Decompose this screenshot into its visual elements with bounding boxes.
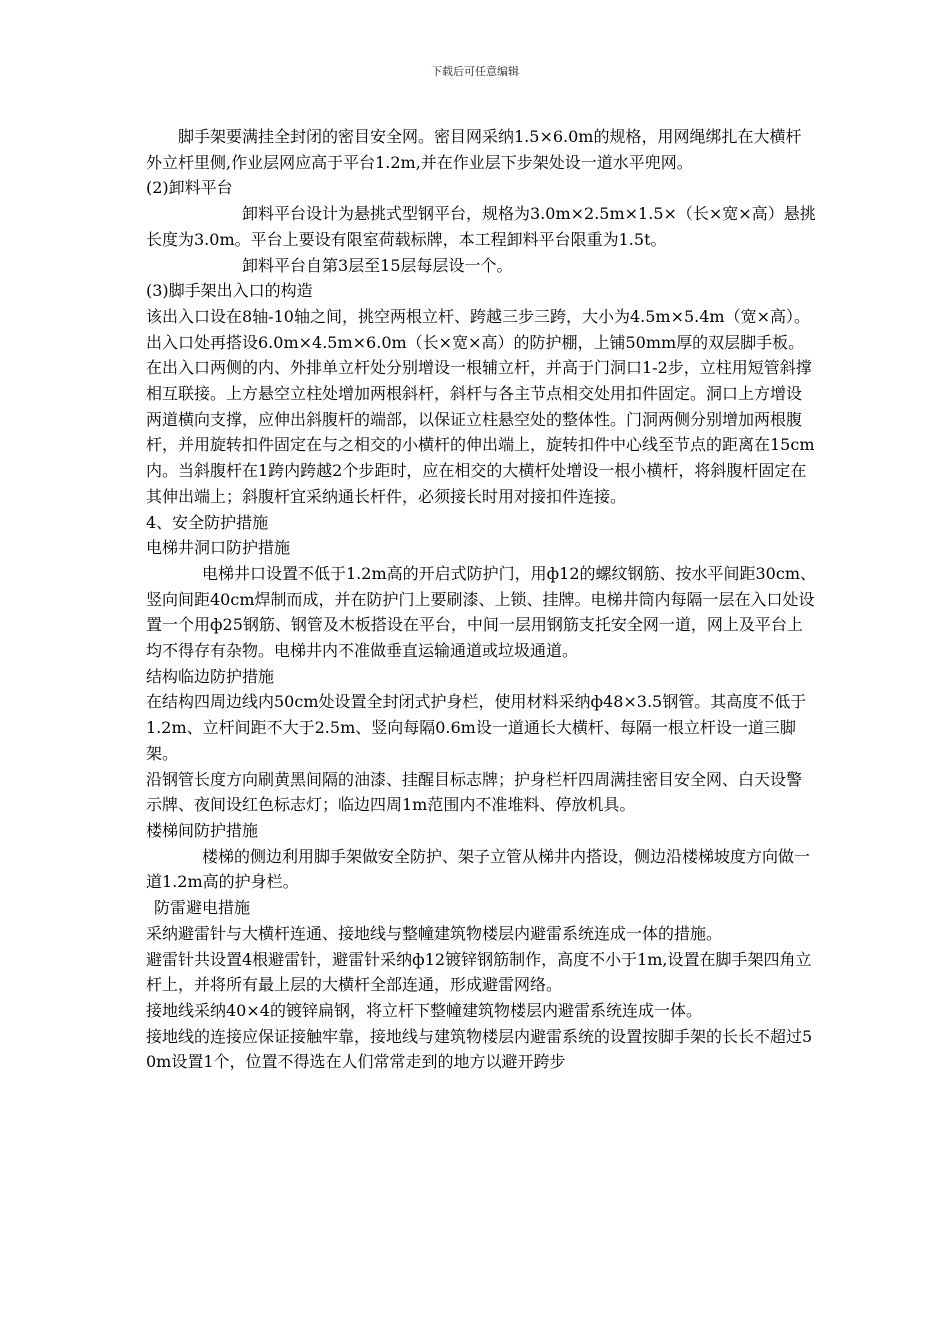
heading-unloading-platform: (2)卸料平台 — [146, 178, 233, 198]
paragraph-platform-floors: 卸料平台自第3层至15层每层设一个。 — [242, 255, 513, 275]
paragraph-elevator-protection: 电梯井口设置不低于1.2m高的开启式防护门，用ф12的螺纹钢筋、按水平间距30cm、竖向间距40cm焊制而成，并在防护门上要刷漆、上锁、挂牌。电梯井筒内每隔一层在入口处设置一个用ф25钢筋、钢管及木板搭设在平台，中间一层用钢筋支托安全网一道，网上及平台上均不得存有杂物。电梯井内不准做垂直运输通道或垃圾通道。 — [146, 563, 816, 661]
paragraph-entrance-location: 该出入口设在8轴-10轴之间，挑空两根立杆、跨越三步三跨，大小为4.5m×5.4m（宽×高）。出入口处再搭设6.0m×4.5m×6.0m（长×宽×高）的防护棚，上铺50mm厚的双层脚手板。 — [146, 306, 810, 352]
paragraph-guardrail: 在结构四周边线内50cm处设置全封闭式护身栏，使用材料采纳ф48×3.5钢管。其高度不低于1.2m、立杆间距不大于2.5m、竖向每隔0.6m设一道通长大横杆、每隔一根立杆设一道三脚架。 — [146, 692, 807, 763]
paragraph-stairwell-protection: 楼梯的侧边利用脚手架做安全防护、架子立管从梯井内搭设，侧边沿楼梯坡度方向做一道1.2m高的护身栏。 — [146, 846, 811, 892]
heading-lightning: 防雷避电措施 — [154, 898, 251, 918]
paragraph-entrance-reinforcement: 在出入口两侧的内、外排单立杆处分别增设一根辅立杆，并高于门洞口1-2步，立柱用短管斜撑相互联接。上方悬空立柱处增加两根斜杆，斜杆与各主节点相交处用扣件固定。洞口上方增设两道横向支撑，应伸出斜腹杆的端部，以保证立柱悬空处的整体性。门洞两侧分别增加两根腹杆，并用旋转扣件固定在与之相交的小横杆的伸出端上，旋转扣件中心线至节点的距离在15cm内。当斜腹杆在1跨内跨越2个步距时，应在相交的大横杆处增设一根小横杆，将斜腹杆固定在其伸出端上；斜腹杆宜采纳通长杆件，必须接长时用对接扣件连接。 — [146, 358, 815, 506]
paragraph-platform-spec: 卸料平台设计为悬挑式型钢平台，规格为3.0m×2.5m×1.5×（长×宽×高）悬挑长度为3.0m。平台上要设有限室荷载标牌，本工程卸料平台限重为1.5t。 — [146, 204, 816, 249]
page-header: 下载后可任意编辑 — [431, 65, 519, 78]
paragraph-grounding-strip: 接地线采纳40×4的镀锌扁钢，将立杆下整幢建筑物楼层内避雷系统连成一体。 — [146, 1000, 702, 1020]
heading-edge-protection: 结构临边防护措施 — [146, 666, 275, 686]
paragraph-lightning-method: 采纳避雷针与大横杆连通、接地线与整幢建筑物楼层内避雷系统连成一体的措施。 — [146, 923, 723, 943]
document-body — [146, 124, 816, 1075]
paragraph-grounding-connection: 接地线的连接应保证接触牢靠，接地线与建筑物楼层内避雷系统的设置按脚手架的长长不超过50m设置1个，位置不得选在人们常常走到的地方以避开跨步 — [146, 1026, 813, 1072]
heading-elevator-shaft: 电梯井洞口防护措施 — [146, 538, 291, 558]
heading-stairwell: 楼梯间防护措施 — [146, 820, 259, 840]
paragraph-lightning-rods: 避雷针共设置4根避雷针，避雷针采纳ф12镀锌钢筋制作，高度不小于1m,设置在脚手架四角立杆上，并将所有最上层的大横杆全部连通，形成避雷网络。 — [146, 949, 812, 995]
heading-safety-measures: 4、安全防护措施 — [146, 512, 269, 532]
heading-entrance-structure: (3)脚手架出入口的构造 — [146, 281, 313, 301]
paragraph-safety-net: 脚手架要满挂全封闭的密目安全网。密目网采纳1.5×6.0m的规格，用网绳绑扎在大横杆外立杆里侧,作业层网应高于平台1.2m,并在作业层下步架处设一道水平兜网。 — [146, 127, 802, 172]
paragraph-guardrail-marking: 沿钢管长度方向刷黄黑间隔的油漆、挂醒目标志牌；护身栏杆四周满挂密目安全网、白天设警示牌、夜间设红色标志灯；临边四周1m范围内不准堆料、停放机具。 — [146, 769, 803, 815]
